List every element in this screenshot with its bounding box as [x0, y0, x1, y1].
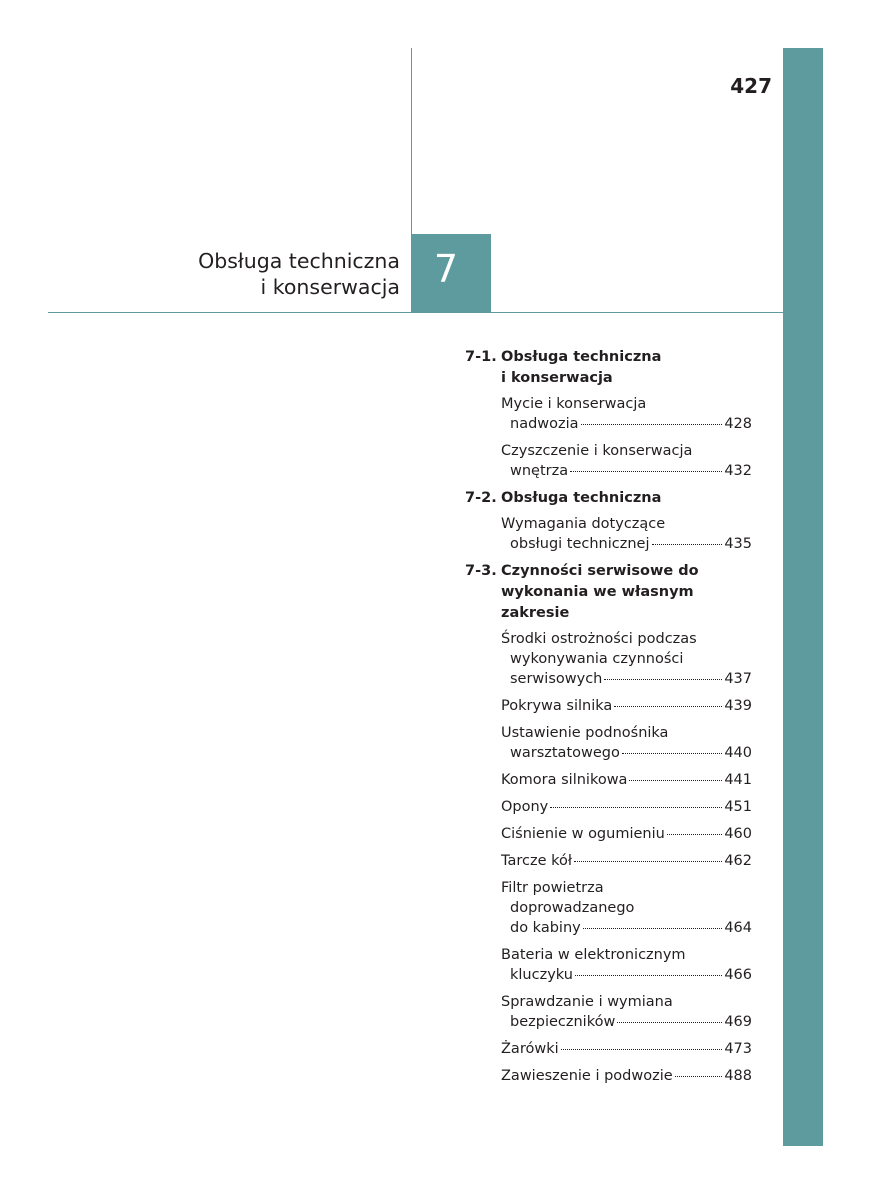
toc-entry[interactable]: [501, 723, 752, 763]
toc-entry-text: Pokrywa silnika: [501, 698, 613, 714]
toc-section-number: 7-3.: [465, 563, 497, 579]
toc-entry-line: Ustawienie podnośnika: [501, 725, 669, 741]
toc-entry-line: Środki ostrożności podczas: [501, 631, 697, 647]
dot-leader: [667, 833, 723, 835]
toc-entry-page: 435: [724, 536, 752, 552]
toc-entry-text: Żarówki: [501, 1041, 559, 1057]
toc-entry[interactable]: [501, 1066, 752, 1086]
toc-entry-line: Sprawdzanie i wymiana: [501, 994, 673, 1010]
dot-leader: [575, 974, 722, 976]
toc-entry-last-line: [501, 1012, 752, 1032]
toc-entry-text: Komora silnikowa: [501, 772, 628, 788]
toc-entry[interactable]: [501, 394, 752, 434]
toc-entry-page: 460: [724, 826, 752, 842]
dot-leader: [652, 543, 723, 545]
toc-entry-line: Czyszczenie i konserwacja: [501, 443, 693, 459]
toc-entry-text: serwisowych: [510, 671, 603, 687]
toc-entry-line: wykonywania czynności: [510, 651, 684, 667]
toc-entry-page: 428: [724, 416, 752, 432]
toc-entry[interactable]: [501, 824, 752, 844]
toc-section-title: [501, 561, 752, 624]
header-divider-vertical: [411, 48, 412, 234]
toc-entry-page: 466: [724, 967, 752, 983]
toc-entry[interactable]: [501, 945, 752, 985]
toc-section-title-line: Obsługa techniczna: [501, 349, 662, 365]
dot-leader: [574, 860, 722, 862]
dot-leader: [570, 470, 722, 472]
toc-entry[interactable]: [501, 851, 752, 871]
dot-leader: [675, 1075, 723, 1077]
toc-entry-line: Filtr powietrza: [501, 880, 604, 896]
chapter-number: 7: [433, 247, 459, 291]
toc-entry[interactable]: [501, 629, 752, 689]
toc-section-title-line: Obsługa techniczna: [501, 490, 662, 506]
chapter-number-box: [411, 234, 491, 312]
toc-entry[interactable]: [501, 441, 752, 481]
toc-entry[interactable]: [501, 696, 752, 716]
toc-entry-last-line: [501, 414, 752, 434]
toc-entry-page: 469: [724, 1014, 752, 1030]
dot-leader: [617, 1021, 722, 1023]
toc-entry-page: 451: [724, 799, 752, 815]
toc-entry-text: kluczyku: [510, 967, 573, 983]
toc-entry-last-line: [501, 1066, 752, 1086]
chapter-title-line: Obsługa techniczna: [198, 249, 400, 273]
toc-entry-last-line: [501, 743, 752, 763]
toc-entry-last-line: [501, 461, 752, 481]
toc-entry-last-line: [501, 669, 752, 689]
toc-section-title-line: Czynności serwisowe do: [501, 563, 699, 579]
toc-entry-text: do kabiny: [510, 920, 581, 936]
toc-entry-text: Ciśnienie w ogumieniu: [501, 826, 665, 842]
toc-section-title-line: wykonania we własnym: [501, 584, 694, 600]
toc-entry-text: obsługi technicznej: [510, 536, 650, 552]
table-of-contents: [465, 347, 752, 1093]
dot-leader: [622, 752, 722, 754]
chapter-title-line: i konserwacja: [260, 275, 400, 299]
toc-entry[interactable]: [501, 770, 752, 790]
toc-entry-page: 488: [724, 1068, 752, 1084]
page-number: 427: [730, 74, 772, 98]
toc-section[interactable]: [465, 561, 752, 624]
toc-entry-text: Tarcze kół: [501, 853, 572, 869]
toc-entry-last-line: [501, 534, 752, 554]
toc-section-number: 7-1.: [465, 349, 497, 365]
toc-entry-text: nadwozia: [510, 416, 579, 432]
toc-entry-page: 464: [724, 920, 752, 936]
dot-leader: [583, 927, 723, 929]
toc-entry-text: wnętrza: [510, 463, 569, 479]
dot-leader: [581, 423, 723, 425]
toc-entry-last-line: [501, 797, 752, 817]
toc-entry-page: 439: [724, 698, 752, 714]
toc-entry-page: 432: [724, 463, 752, 479]
header-divider-horizontal: [48, 312, 783, 313]
toc-entry[interactable]: [501, 514, 752, 554]
toc-entry-text: Opony: [501, 799, 549, 815]
chapter-title: [198, 248, 400, 300]
toc-section[interactable]: [465, 347, 752, 389]
dot-leader: [614, 705, 722, 707]
toc-section-number: 7-2.: [465, 490, 497, 506]
toc-entry-last-line: [501, 696, 752, 716]
toc-entry-text: warsztatowego: [510, 745, 620, 761]
toc-entry-last-line: [501, 851, 752, 871]
toc-entry-line: doprowadzanego: [510, 900, 635, 916]
toc-entry-last-line: [501, 965, 752, 985]
toc-entry-last-line: [501, 918, 752, 938]
toc-entry-last-line: [501, 824, 752, 844]
toc-section-title: [501, 347, 752, 389]
toc-entry-line: Bateria w elektronicznym: [501, 947, 686, 963]
toc-entry[interactable]: [501, 992, 752, 1032]
toc-entry-line: Wymagania dotyczące: [501, 516, 666, 532]
toc-entry-text: bezpieczników: [510, 1014, 616, 1030]
toc-entry-page: 462: [724, 853, 752, 869]
dot-leader: [561, 1048, 723, 1050]
toc-section[interactable]: [465, 488, 752, 509]
toc-section-title-line: i konserwacja: [501, 370, 613, 386]
toc-entry[interactable]: [501, 1039, 752, 1059]
chapter-side-tab: [783, 48, 823, 1146]
toc-entry-last-line: [501, 1039, 752, 1059]
dot-leader: [550, 806, 722, 808]
toc-entry[interactable]: [501, 797, 752, 817]
toc-entry-line: Mycie i konserwacja: [501, 396, 647, 412]
dot-leader: [604, 678, 722, 680]
toc-section-title: [501, 488, 752, 509]
toc-entry-page: 441: [724, 772, 752, 788]
toc-entry-page: 473: [724, 1041, 752, 1057]
toc-section-title-line: zakresie: [501, 605, 570, 621]
toc-entry-page: 440: [724, 745, 752, 761]
toc-entry[interactable]: [501, 878, 752, 938]
toc-entry-last-line: [501, 770, 752, 790]
toc-entry-text: Zawieszenie i podwozie: [501, 1068, 673, 1084]
dot-leader: [629, 779, 722, 781]
toc-entry-page: 437: [724, 671, 752, 687]
